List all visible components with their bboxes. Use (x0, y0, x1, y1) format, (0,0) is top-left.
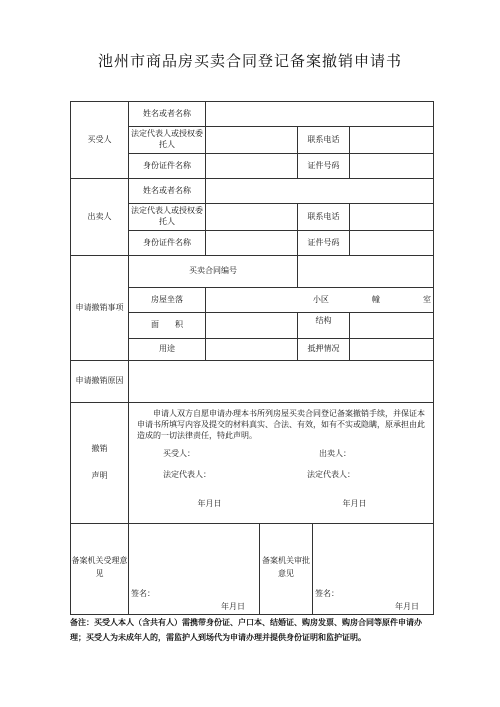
declaration-label (71, 403, 129, 524)
seller-name-label: 姓名或者名称 (129, 179, 206, 204)
filing-label: 备案机关受理意见 (71, 556, 128, 578)
seller-name-field[interactable] (206, 179, 434, 204)
declaration-date-right: 年月日 (342, 498, 367, 508)
approval-date: 年月日 (395, 602, 420, 612)
buyer-id-no-label: 证件号码 (298, 154, 350, 179)
buyer-rep-sign-label: 法定代表人： (163, 470, 211, 480)
buyer-name-field[interactable] (206, 102, 434, 127)
seller-id-no-label: 证件号码 (298, 231, 350, 256)
application-form (70, 101, 434, 615)
filing-sign-label: 签名： (131, 589, 155, 599)
usage-label: 用途 (129, 339, 206, 361)
mortgage-field[interactable] (350, 339, 434, 361)
matters-group-label: 申请撤销事项 (71, 256, 129, 361)
buyer-id-type-label: 身份证件名称 (129, 154, 206, 179)
declaration-date-left: 年月日 (197, 498, 222, 508)
seller-phone-label: 联系电话 (298, 204, 350, 231)
seller-id-type-field[interactable] (206, 231, 298, 256)
buyer-name-label: 姓名或者名称 (129, 102, 206, 127)
approval-label: 备案机关审批意见 (262, 556, 310, 578)
approval-opinion-field[interactable] (313, 524, 433, 614)
filing-opinion-field[interactable] (129, 524, 260, 614)
location-label: 房屋坐落 (129, 288, 206, 313)
seller-id-no-field[interactable] (350, 231, 434, 256)
reason-label: 申请撤销原因 (71, 361, 129, 403)
mortgage-label: 抵押情况 (298, 339, 350, 361)
seller-rep-sign-label: 法定代表人： (307, 470, 356, 480)
buyer-rep-field[interactable] (206, 127, 298, 154)
approval-label-cell (260, 524, 313, 614)
room-label: 室 (423, 294, 432, 304)
building-label: 幢 (371, 294, 380, 304)
buyer-id-no-field[interactable] (350, 154, 434, 179)
district-label: 小区 (312, 294, 329, 304)
structure-field[interactable] (350, 313, 434, 339)
buyer-rep-label: 法定代表人或授权委托人 (129, 127, 206, 154)
filing-label-cell (71, 524, 129, 614)
area-label: 面 积 (129, 313, 206, 339)
contract-no-field[interactable] (298, 256, 434, 288)
footnote: 备注：买受人本人（含共有人）需携带身份证、户口本、结婚证、购房发票、购房合同等原件申请办理；买受人为未成年人的，需监护人到场代为申请办理并提供身份证明和监护证明。 (70, 617, 422, 642)
page-title: 池州市商品房买卖合同登记备案撤销申请书 (97, 52, 402, 70)
seller-sign-label: 出卖人： (319, 449, 352, 459)
buyer-group-label: 买受人 (71, 102, 129, 179)
seller-id-type-label: 身份证件名称 (129, 231, 206, 256)
seller-phone-field[interactable] (350, 204, 434, 231)
buyer-sign-label: 买受人： (163, 449, 195, 459)
declaration-body (129, 403, 434, 524)
usage-field[interactable] (206, 339, 298, 361)
structure-label: 结构 (298, 313, 350, 339)
seller-rep-label: 法定代表人或授权委托人 (129, 204, 206, 231)
area-field[interactable] (206, 313, 298, 339)
contract-no-label: 买卖合同编号 (129, 256, 298, 288)
seller-group-label: 出卖人 (71, 179, 129, 256)
reason-field[interactable] (129, 361, 434, 403)
declaration-label-line2: 声明 (91, 471, 108, 480)
buyer-id-type-field[interactable] (206, 154, 298, 179)
declaration-label-line1: 撤销 (91, 444, 108, 454)
buyer-phone-field[interactable] (350, 127, 434, 154)
seller-rep-field[interactable] (206, 204, 298, 231)
approval-sign-label: 签名： (315, 589, 339, 599)
filing-date: 年月日 (221, 602, 245, 612)
buyer-phone-label: 联系电话 (298, 127, 350, 154)
declaration-text: 申请人双方自愿申请办理本书所列房屋买卖合同登记备案撤销手续，并保证本申请书所填写内容及提交的材料真实、合法、有效，如有不实或隐瞒，原承担由此造成的一切法律责任，特此声明。 (137, 409, 425, 440)
location-field[interactable] (206, 288, 434, 313)
